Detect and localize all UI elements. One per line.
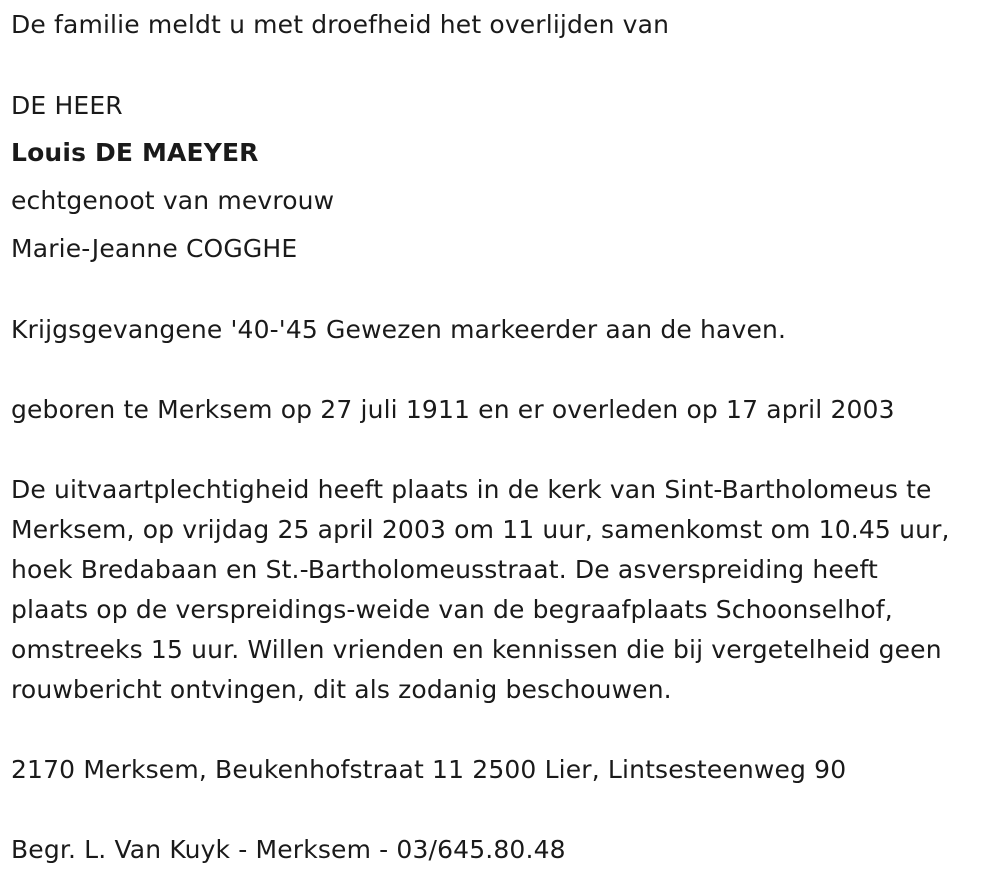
- funeral-paragraph: [11, 470, 986, 710]
- funeral-line: omstreeks 15 uur. Willen vrienden en kennissen die bij vergetelheid geen: [11, 635, 942, 664]
- funeral-line: plaats op de verspreidings-weide van de begraafplaats Schoonselhof,: [11, 595, 893, 624]
- undertaker: Begr. L. Van Kuyk - Merksem - 03/645.80.48: [11, 835, 566, 864]
- spouse-name: Marie-Jeanne COGGHE: [11, 234, 298, 263]
- funeral-line: hoek Bredabaan en St.-Bartholomeusstraat. De asverspreiding heeft: [11, 555, 878, 584]
- addresses: 2170 Merksem, Beukenhofstraat 11 2500 Lier, Lintsesteenweg 90: [11, 755, 847, 784]
- funeral-line: Merksem, op vrijdag 25 april 2003 om 11 uur, samenkomst om 10.45 uur,: [11, 515, 950, 544]
- funeral-line: De uitvaartplechtigheid heeft plaats in de kerk van Sint-Bartholomeus te: [11, 475, 932, 504]
- intro-text: De familie meldt u met droefheid het overlijden van: [11, 10, 670, 39]
- spouse-label: echtgenoot van mevrouw: [11, 186, 335, 215]
- deceased-name: Louis DE MAEYER: [11, 138, 259, 167]
- description: Krijgsgevangene '40-'45 Gewezen markeerder aan de haven.: [11, 315, 787, 344]
- birth-death-dates: geboren te Merksem op 27 juli 1911 en er overleden op 17 april 2003: [11, 395, 895, 424]
- title-prefix: DE HEER: [11, 91, 123, 120]
- funeral-line: rouwbericht ontvingen, dit als zodanig beschouwen.: [11, 675, 672, 704]
